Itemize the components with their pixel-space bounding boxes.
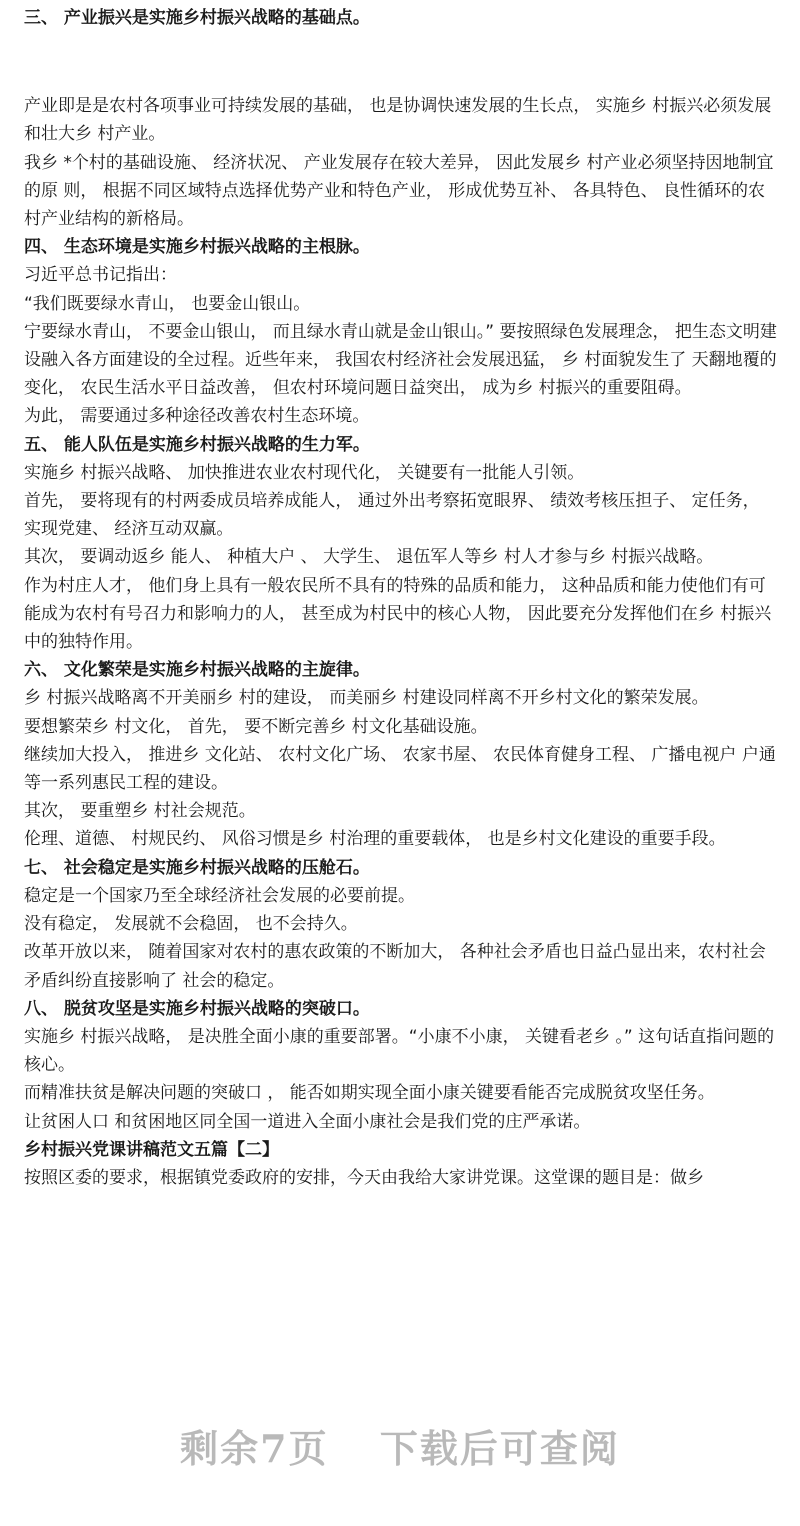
paragraph: 首先， 要将现有的村两委成员培养成能人， 通过外出考察拓宽眼界、 绩效考核压担子、 定任务， 实现党建、 经济互动双赢。 (24, 491, 760, 540)
paragraph: 为此， 需要通过多种途径改善农村生态环境。 (24, 406, 370, 427)
paragraph: 作为村庄人才， 他们身上具有一般农民所不具有的特殊的品质和能力， 这种品质和能力使他们有可能成为农村有号召力和影响力的人， 甚至成为村民中的核心人物， 因此要充分发挥他们在乡 村振兴中的独特作用。 (24, 575, 772, 653)
paragraph: 继续加大投入， 推进乡 文化站、 农村文化广场、 农家书屋、 农民体育健身工程、 广播电视户 户通等一系列惠民工程的建设。 (24, 744, 776, 794)
paragraph: 让贫困人口 和贫困地区同全国一道进入全面小康社会是我们党的庄严承诺。 (24, 1111, 591, 1132)
paragraph: 我乡 *个村的基础设施、 经济状况、 产业发展存在较大差异， 因此发展乡 村产业必须坚持因地制宜的原 则， 根据不同区域特点选择优势产业和特色产业， 形成优势互补、 各具特色、 良性循环的农村产业结构的新格局。 (24, 152, 774, 230)
section-heading: 七、 社会稳定是实施乡村振兴战略的压舱石。 (24, 857, 370, 878)
paragraph: 没有稳定， 发展就不会稳固， 也不会持久。 (24, 914, 358, 935)
section-heading: 四、 生态环境是实施乡村振兴战略的主根脉。 (24, 237, 370, 258)
paragraph: “我们既要绿水青山， 也要金山银山。 (24, 293, 311, 314)
paragraph: 习近平总书记指出： (24, 265, 177, 286)
section-heading: 三、 产业振兴是实施乡村振兴战略的基础点。 (24, 8, 370, 28)
paragraph: 要想繁荣乡 村文化， 首先， 要不断完善乡 村文化基础设施。 (24, 716, 488, 737)
paragraph: 其次， 要重塑乡 村社会规范。 (24, 801, 256, 822)
paragraph: 按照区委的要求，根据镇党委政府的安排，今天由我给大家讲党课。这堂课的题目是：做乡 (24, 1167, 704, 1188)
paragraph: 产业即是是农村各项事业可持续发展的基础， 也是协调快速发展的生长点， 实施乡 村振兴必须发展和壮大乡 村产业。 (24, 96, 772, 145)
paragraph: 而精准扶贫是解决问题的突破口 ， 能否如期实现全面小康关键要看能否完成脱贫攻坚任务。 (24, 1083, 715, 1104)
remaining-pages-text[interactable]: 剩余7页 (180, 1426, 329, 1471)
download-to-view-text[interactable]: 下载后可查阅 (379, 1426, 620, 1471)
paragraph: 实施乡 村振兴战略、 加快推进农业农村现代化， 关键要有一批能人引领。 (24, 462, 585, 483)
section-heading: 六、 文化繁荣是实施乡村振兴战略的主旋律。 (24, 660, 370, 681)
paragraph: 稳定是一个国家乃至全球经济社会发展的必要前提。 (24, 885, 415, 906)
paragraph: 改革开放以来， 随着国家对农村的惠农政策的不断加大， 各种社会矛盾也日益凸显出来，农村社会矛盾纠纷直接影响了 社会的稳定。 (24, 942, 766, 991)
paragraph: 乡 村振兴战略离不开美丽乡 村的建设， 而美丽乡 村建设同样离不开乡村文化的繁荣发展。 (24, 688, 709, 709)
section-heading: 乡村振兴党课讲稿范文五篇【二】 (24, 1139, 279, 1160)
paragraph: 宁要绿水青山， 不要金山银山， 而且绿水青山就是金山银山。” 要按照绿色发展理念， 把生态文明建设融入各方面建设的全过程。近些年来， 我国农村经济社会发展迅猛， 乡 村面貌发生了 天翻地覆的变化， 农民生活水平日益改善， 但农村环境问题日益突出， 成为乡 村振兴的重要阻碍。 (24, 321, 777, 399)
document-body (24, 4, 782, 1192)
paragraph: 其次， 要调动返乡 能人、 种植大户 、 大学生、 退伍军人等乡 村人才参与乡 村振兴战略。 (24, 547, 714, 568)
section-heading: 八、 脱贫攻坚是实施乡村振兴战略的突破口。 (24, 998, 370, 1019)
download-prompt[interactable] (0, 1418, 800, 1473)
paragraph: 实施乡 村振兴战略， 是决胜全面小康的重要部署。“小康不小康， 关键看老乡 。” 这句话直指问题的核心。 (24, 1026, 775, 1076)
paragraph-spacer (24, 32, 782, 92)
paragraph: 伦理、道德、 村规民约、 风俗习惯是乡 村治理的重要载体， 也是乡村文化建设的重要手段。 (24, 829, 726, 850)
section-heading: 五、 能人队伍是实施乡村振兴战略的生力军。 (24, 434, 370, 455)
